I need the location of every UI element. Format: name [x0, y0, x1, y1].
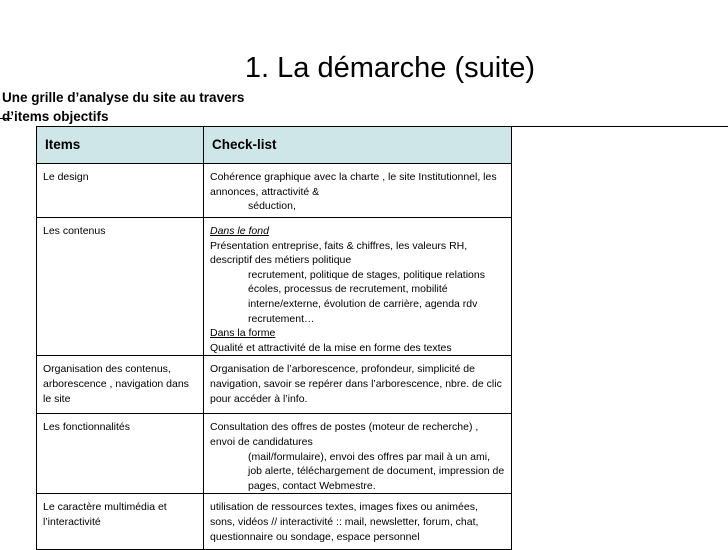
item-cell [37, 414, 204, 494]
checklist-cell [204, 356, 512, 414]
checklist-text: Qualité et attractivité de la mise en forme des textes [210, 341, 452, 354]
checklist-cell [204, 164, 512, 218]
table-row [37, 414, 512, 494]
table-row [37, 164, 512, 218]
checklist-cell [204, 414, 512, 494]
table-row [37, 218, 512, 356]
checklist-text: utilisation de ressources textes, images fixes ou animées, sons, vidéos // interactivité :: mail, newsletter, forum, chat, questionnaire ou sondage, espace personnel [210, 501, 479, 543]
divider-left [0, 118, 12, 119]
item-cell [37, 494, 204, 550]
checklist-text: Consultation des offres de postes (moteur de recherche) , envoi de candidatures [210, 421, 479, 448]
checklist-table [36, 126, 512, 550]
item-label: Le caractère multimédia et l’interactivité [43, 501, 167, 528]
slide-subtitle: Une grille d’analyse du site au travers d’items objectifs [2, 90, 245, 124]
item-label: Les fonctionnalités [43, 421, 130, 434]
table-row [37, 356, 512, 414]
table-row [37, 494, 512, 550]
checklist-cell [204, 218, 512, 356]
item-cell [37, 218, 204, 356]
item-cell [37, 164, 204, 218]
item-cell [37, 356, 204, 414]
slide-title: 1. La démarche (suite) [244, 52, 536, 84]
checklist-cell [204, 494, 512, 550]
checklist-text-continued: séduction, [248, 200, 296, 213]
item-label: Les contenus [43, 225, 106, 237]
checklist-text: Présentation entreprise, faits & chiffres, les valeurs RH, descriptif des métiers politique [210, 239, 468, 267]
checklist-text: Organisation de l’arborescence, profondeur, simplicité de navigation, savoir se repérer dans l’arborescence, nbre. de clic pour accéder à l’info. [210, 363, 502, 405]
section-label-fond: Dans le fond [210, 225, 269, 237]
header-items: Items [37, 127, 204, 164]
checklist-text-continued: recrutement, politique de stages, politique relations écoles, processus de recrutement, mobilité interne/externe, évolution de carrière, agenda rdv recrutement… [248, 268, 485, 325]
table-header-row [37, 127, 512, 164]
item-label: Le design [43, 171, 89, 183]
header-check-list: Check-list [204, 127, 512, 164]
item-label: Organisation des contenus, arborescence , navigation dans le site [43, 363, 189, 405]
checklist-text: Cohérence graphique avec la charte , le site Institutionnel, les annonces, attractivité & [210, 171, 497, 198]
checklist-text-continued: (mail/formulaire), envoi des offres par mail à un ami, job alerte, téléchargement de document, impression de pages, contact Webmestre. [248, 450, 505, 492]
section-label-forme: Dans la forme [210, 327, 276, 340]
